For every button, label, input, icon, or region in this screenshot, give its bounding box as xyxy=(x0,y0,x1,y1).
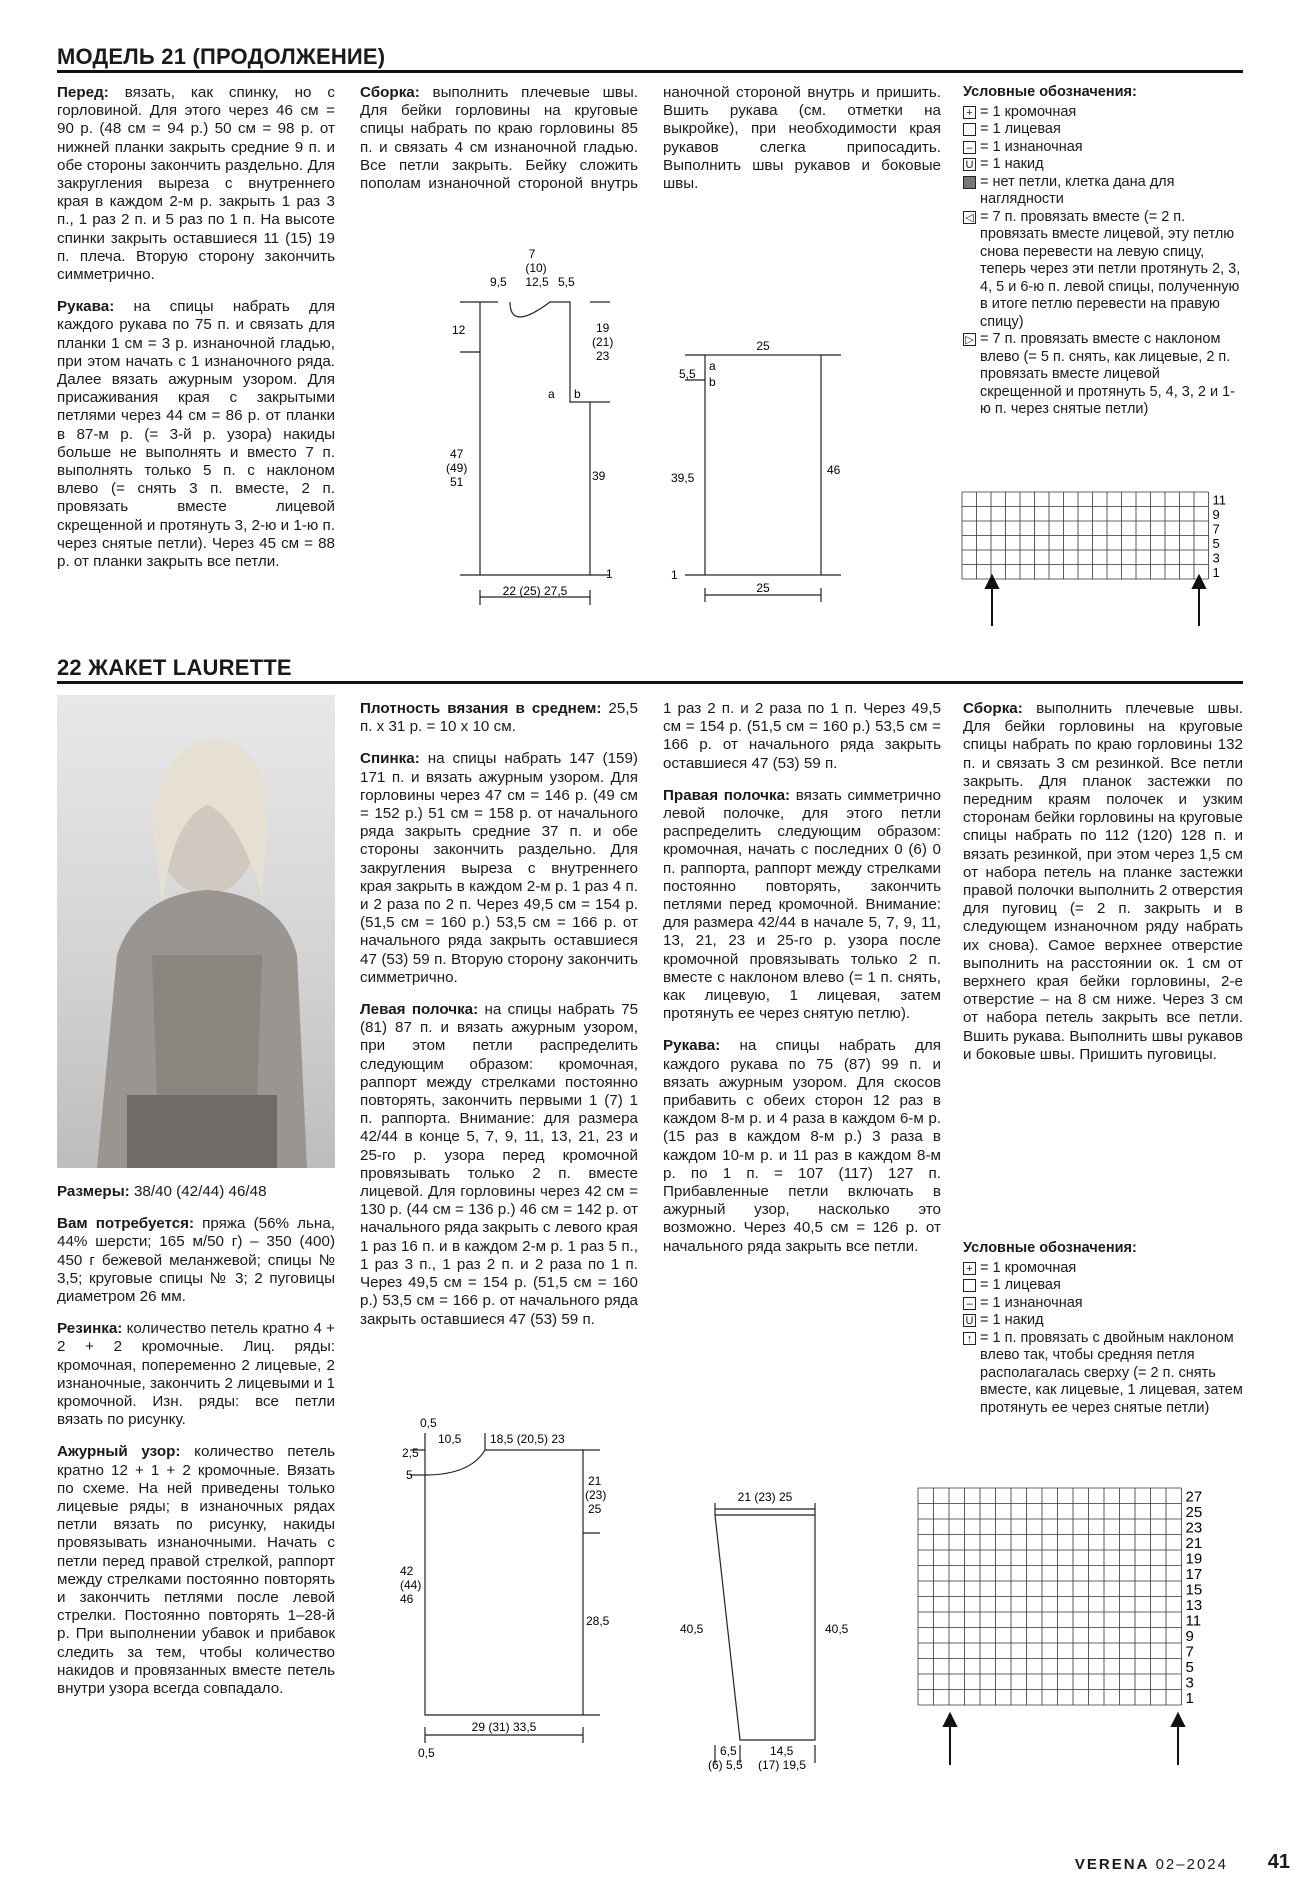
chart-row-label: 25 xyxy=(1185,1504,1203,1521)
chart22 xyxy=(910,1480,1240,1780)
dim: 39 xyxy=(592,469,606,483)
legend22-item xyxy=(963,1295,1243,1313)
legend22-text: = 1 изнаночная xyxy=(980,1294,1083,1311)
model21-col1 xyxy=(57,84,335,585)
right-front-label: Правая полочка: xyxy=(663,786,791,804)
legend21-item xyxy=(963,174,1243,209)
need-paragraph xyxy=(57,1215,335,1306)
model21-assembly-a xyxy=(360,84,638,192)
back-text: на спицы набрать 147 (159) 171 п. и вязать ажурным узором. Для горловины через 47 см = 146 р. (49 см = 152 р.) 51 см = 158 р. от начального ряда закрыть средние 37 п. и обе стороны закончить раздельно. Для закругления выреза с внутреннего края закрыть в каждом 2-м р. 1 раз 4 п. и 2 раза по 2 п. Через 49,5 см = 154 р. (51,5 см = 160 р.) 53,5 см = 166 р. от начального ряда закрыть оставшиеся 47 (53) 59 п. Вторую сторону закончить симметрично. xyxy=(360,750,638,986)
chart-row-label: 3 xyxy=(1212,550,1220,566)
model21-assembly-b xyxy=(663,84,941,193)
chart-row-label: 11 xyxy=(1185,1612,1202,1630)
legend22-text: = 1 накид xyxy=(980,1312,1044,1328)
no-stitch-icon xyxy=(963,176,976,189)
model22-col1 xyxy=(57,1183,335,1712)
dim: 0,5 xyxy=(418,1746,435,1760)
legend22-text: = 1 лицевая xyxy=(980,1277,1061,1293)
assembly21-cont: наночной стороной внутрь и пришить. Вшить рукава (см. отметки на выкройке), при необходимости края рукавов слегка припосадить. Выполнить швы рукавов и боковые швы. xyxy=(663,84,941,193)
chart-row-label: 5 xyxy=(1212,536,1220,551)
schema21-front xyxy=(440,240,620,610)
density-label: Плотность вязания в среднем: xyxy=(360,700,602,717)
dim: 22 (25) 27,5 xyxy=(502,584,568,598)
dim: 21 xyxy=(588,1474,602,1488)
left-front-paragraph xyxy=(360,1001,638,1331)
dim: 46 xyxy=(827,463,841,477)
front-label: Перед: xyxy=(57,84,109,101)
dim: 1 xyxy=(606,567,613,581)
footer-brand xyxy=(1075,1856,1228,1873)
dim: (17) 19,5 xyxy=(758,1758,807,1772)
dim: (21) xyxy=(592,335,614,349)
legend21-text: = 7 п. провязать вместе (= 2 п. провязать вместе лицевой, эту петлю снова перевести на левую спицу, теперь через эти петли протянуть 2, 3, 4, 5 и 6-ю п. левой спицы, полученную в итоге петлю перевести на правую спицу) xyxy=(980,208,1241,330)
legend21-text: = 1 лицевая xyxy=(980,121,1061,137)
legend22-title: Условные обозначения: xyxy=(963,1240,1137,1256)
sleeves-label: Рукава: xyxy=(57,298,115,316)
double-decrease-icon: ↑ xyxy=(963,1332,976,1345)
assembly21-text: выполнить плечевые швы. Для бейки горловины на круговые спицы набрать по краю горловины 85 п. и связать 4 см изнаночной гладью. Все петли закрыть. Бейку сложить пополам изнаночной стороной внутрь xyxy=(360,84,638,192)
k7tog-right-icon: ◁ xyxy=(963,211,976,224)
dim: 0,5 xyxy=(420,1416,437,1430)
dim: 18,5 (20,5) 23 xyxy=(490,1432,565,1446)
page-title: МОДЕЛЬ 21 (ПРОДОЛЖЕНИЕ) xyxy=(57,44,386,69)
rib-text: количество петель кратно 4 + 2 + 2 кромочные. Лиц. ряды: кромочная, попеременно 2 лицевые, 2 изнаночные, закончить 2 лицевыми и 1 кромочной. Изн. ряды: все петли вязать по рисунку. xyxy=(57,1320,335,1429)
schema22-back xyxy=(400,1415,630,1775)
chart-row-label: 27 xyxy=(1185,1488,1203,1506)
need-text: пряжа (56% льна, 44% шерсти; 165 м/50 г) – 350 (400) 450 г бежевой меланжевой; спицы № 3,5; круговые спицы № 3; 2 пуговицы диаметром 26 мм. xyxy=(57,1215,335,1306)
dim: 25 xyxy=(756,581,770,595)
dim: 6,5 xyxy=(720,1744,737,1758)
legend21-title: Условные обозначения: xyxy=(963,84,1137,100)
dim: b xyxy=(574,387,581,401)
right-front-paragraph xyxy=(663,787,941,1024)
yarnover-icon: U xyxy=(963,1314,976,1327)
assembly22-label: Сборка: xyxy=(963,700,1023,717)
legend21-item xyxy=(963,209,1243,332)
dim: 25 xyxy=(756,339,770,353)
purl-icon: – xyxy=(963,141,976,154)
model22-title: 22 ЖАКЕТ LAURETTE xyxy=(57,655,292,680)
dim: (10) xyxy=(525,261,547,275)
lace-paragraph xyxy=(57,1443,335,1698)
dim: (23) xyxy=(585,1488,607,1502)
sizes-label: Размеры: xyxy=(57,1183,130,1200)
legend21 xyxy=(963,84,1243,419)
dim: 7 xyxy=(528,247,536,261)
dim: 9,5 xyxy=(490,275,507,289)
lace-text: количество петель кратно 12 + 1 + 2 кромочные. Вязать по схеме. На ней приведены только лицевые ряды; в изнаночных рядах петли вязать по рисунку, накиды провязывать изнаночными. Начать с петли перед правой стрелкой, раппорт между стрелками постоянно повторять и закончить петлями после левой стрелки. Постоянно повторять 1–28-й р. При выполнении убавок и прибавок следить за тем, чтобы количество накидов и провязанных вместе петель внутри узора всегда совпадало. xyxy=(57,1443,335,1698)
brand-name: VERENA xyxy=(1074,1856,1150,1873)
dim: (6) 5,5 xyxy=(708,1758,743,1772)
model22-col3 xyxy=(663,700,941,1270)
back-paragraph xyxy=(360,750,638,987)
dim: 5,5 xyxy=(558,275,575,289)
sleeve22-label: Рукава: xyxy=(663,1037,721,1055)
legend21-item xyxy=(963,121,1243,139)
legend21-item xyxy=(963,104,1243,122)
legend21-text: = 1 накид xyxy=(980,156,1044,172)
legend21-text: = 1 кромочная xyxy=(980,103,1077,120)
dim: 40,5 xyxy=(825,1622,849,1636)
legend22-item xyxy=(963,1277,1243,1295)
back-label: Спинка: xyxy=(360,750,420,768)
assembly21-label: Сборка: xyxy=(360,84,420,101)
dim: b xyxy=(709,375,716,389)
dim: 25 xyxy=(588,1502,602,1516)
chart-row-label: 9 xyxy=(1185,1628,1194,1645)
legend22-text: = 1 кромочная xyxy=(980,1259,1077,1276)
left-front-text: на спицы набрать 75 (81) 87 п. и вязать ажурным узором, при этом петли распределить следующим образом: кромочная, раппорт между стрелками постоянно повторять, закончить первыми 1 (7) 1 п. раппорта. Внимание: для размера 42/44 в конце 5, 7, 9, 11, 13, 21, 23 и 25-го р. узора перед кромочной провязывать только 2 п. вместе лицевой. Для горловины через 42 см = 130 р. (44 см = 136 р.) 46 см = 142 р. от начального ряда закрыть с левого края 1 раз 16 п. и в каждом 2-м р. 1 раз 5 п., 1 раз 3 п., 1 раз 2 п. и 2 раза по 1 п. Через 49,5 см = 154 р. (51,5 см = 160 р.) 53,5 см = 166 р. от начального ряда закрыть оставшиеся 47 (53) 59 п. xyxy=(360,1001,638,1328)
dim: (44) xyxy=(400,1578,422,1592)
sleeves-text: на спицы набрать для каждого рукава по 75 п. и связать для планки 1 см = 3 р. изнаночной гладью, при этом начать с 1 изнаночного ряда. Далее вязать ажурным узором. Для присаживания края с закрытыми петлями через 44 см = 86 р. от планки в 87-м р. (= 3-й р. узора) накиды больше не выполнять и вместо 7 п. выполнять только 5 п. с наклоном влево (= снять 3 п. вместе, 2 п. провязать вместе лицевой скрещенной и протянуть 3, 2-ю и 1-ю п. через снятые петли). Через 45 см = 88 р. от планки закрыть все петли. xyxy=(57,298,335,571)
left-front-label: Левая полочка: xyxy=(360,1001,479,1019)
chart-row-label: 3 xyxy=(1185,1674,1194,1692)
schema22-sleeve xyxy=(680,1485,860,1775)
density-paragraph xyxy=(360,700,638,736)
dim: (49) xyxy=(446,461,468,475)
legend21-item xyxy=(963,331,1243,419)
dim: 46 xyxy=(400,1592,414,1606)
legend22-item xyxy=(963,1330,1243,1418)
dim: 2,5 xyxy=(402,1446,419,1460)
model-photo xyxy=(57,695,335,1168)
schema21-sleeve xyxy=(665,330,865,610)
legend22-text: = 1 п. провязать с двойным наклоном влево так, чтобы средняя петля располагалась сверху (= 2 п. снять вместе, как лицевые, 1 лицевая, затем протянуть ее через снятые петли) xyxy=(980,1329,1243,1416)
chart-row-label: 19 xyxy=(1185,1550,1203,1568)
dim: 21 (23) 25 xyxy=(737,1490,793,1504)
dim: 5 xyxy=(406,1468,413,1482)
dim: 39,5 xyxy=(671,471,695,485)
chart-row-label: 15 xyxy=(1185,1581,1203,1599)
dim: 12 xyxy=(452,323,466,337)
dim: 51 xyxy=(450,475,464,489)
section-rule xyxy=(57,681,1243,684)
sizes-text: 38/40 (42/44) 46/48 xyxy=(129,1183,267,1200)
assembly22-text: выполнить плечевые швы. Для бейки горловины на круговые спицы набрать по краю горловины 132 п. и связать 3 см резинкой. Все петли закрыть. Для планок застежки по передним краям полочек и узким сторонам бейки горловины на круговые спицы набрать по 112 (120) 128 п. и вязать резинкой, при этом через 1,5 см от набора петель на планке застежки правой полочки выполнить 2 отверстия для пуговиц (= 2 п. закрыть и в следующем изнаночном ряду набрать их снова). Самое верхнее отверстие выполнить на расстоянии ок. 1 см от верхнего края бейки горловины, 2-е отверстие – на 8 см ниже. Через 3 см от набора петель закрыть все петли. Вшить рукава. Выполнить швы рукавов и боковые швы. Пришить пуговицы. xyxy=(963,700,1243,1063)
legend21-text: = 1 изнаночная xyxy=(980,138,1083,155)
chart-row-label: 17 xyxy=(1185,1566,1203,1583)
sizes-paragraph xyxy=(57,1183,335,1201)
rib-label: Резинка: xyxy=(57,1320,123,1338)
dim: 28,5 xyxy=(586,1614,610,1628)
dim: a xyxy=(709,359,716,373)
chart-row-label: 1 xyxy=(1212,565,1220,580)
selvage-icon: + xyxy=(963,1262,976,1275)
dim: 23 xyxy=(596,349,610,363)
legend21-text: = 7 п. провязать вместе с наклоном влево (= 5 п. снять, как лицевые, 2 п. провязать вместе лицевой скрещенной и протянуть 5, 4, 3, 2 и 1-ю п. через снятые петли) xyxy=(980,331,1236,417)
sleeve22-text: на спицы набрать для каждого рукава по 75 (87) 99 п. и вязать ажурным узором. Для скосов прибавить с обеих сторон 12 раз в каждом 8-м р. и 4 раза в каждом 6-м р. (15 раз в каждом 8-м р.) 3 раза в каждом 10-м р. и 11 раз в каждом 8-м р. по 1 п. = 107 (117) 127 п. Прибавленные петли включать в ажурный узор, насколько это возможно. Через 40,5 см = 126 р. от начального ряда закрыть все петли. xyxy=(663,1037,941,1255)
purl-icon: – xyxy=(963,1297,976,1310)
knit-icon xyxy=(963,123,976,136)
dim: 1 xyxy=(671,568,678,582)
rib-paragraph xyxy=(57,1320,335,1429)
model22-col2 xyxy=(360,700,638,1345)
chart-row-label: 23 xyxy=(1185,1519,1203,1537)
front-paragraph xyxy=(57,84,335,284)
dim: a xyxy=(548,387,555,401)
legend21-item xyxy=(963,156,1243,174)
chart-row-label: 9 xyxy=(1212,507,1220,522)
chart21 xyxy=(958,488,1240,628)
issue: 02–2024 xyxy=(1155,1856,1228,1873)
right-front-text: вязать симметрично левой полочке, для этого петли распределить следующим образом: кромочная, начать с последних 0 (6) 0 п. раппорта, раппорт между стрелками постоянно повторять, закончить петлями перед кромочной. Внимание: для размера 42/44 в начале 5, 7, 9, 11, 13, 21, 23 и 25-го р. узора после кромочной провязывать только 2 п. вместе с наклоном влево (= 1 п. снять, как лицевую, 1 лицевая, затем протянуть ее через снятую петлю). xyxy=(663,786,941,1023)
chart-row-label: 7 xyxy=(1185,1643,1194,1661)
legend22 xyxy=(963,1240,1243,1417)
dim: 47 xyxy=(450,447,464,461)
legend22-item xyxy=(963,1312,1243,1330)
lace-label: Ажурный узор: xyxy=(57,1443,181,1461)
legend21-item xyxy=(963,139,1243,157)
chart-row-label: 11 xyxy=(1212,492,1226,508)
legend21-text: = нет петли, клетка дана для наглядности xyxy=(980,173,1175,207)
sleeve22-paragraph xyxy=(663,1037,941,1255)
sleeves-paragraph xyxy=(57,298,335,571)
knit-icon xyxy=(963,1279,976,1292)
yarnover-icon: U xyxy=(963,158,976,171)
chart-row-label: 21 xyxy=(1185,1535,1203,1552)
legend22-item xyxy=(963,1260,1243,1278)
left-front-cont: 1 раз 2 п. и 2 раза по 1 п. Через 49,5 см = 154 р. (51,5 см = 160 р.) 53,5 см = 166 р. от начального ряда закрыть оставшиеся 47 (53) 59 п. xyxy=(663,700,941,772)
dim: 12,5 xyxy=(525,275,549,289)
dim: 29 (31) 33,5 xyxy=(471,1720,537,1734)
k7tog-left-icon: ▷ xyxy=(963,333,976,346)
model-photo-illustration xyxy=(57,695,335,1168)
assembly22-paragraph xyxy=(963,700,1243,1064)
chart-row-label: 13 xyxy=(1185,1597,1203,1614)
dim: 40,5 xyxy=(680,1622,704,1636)
header-rule xyxy=(57,70,1243,73)
selvage-icon: + xyxy=(963,106,976,119)
front-text: вязать, как спинку, но с горловиной. Для этого через 46 см = 90 р. (48 см = 94 р.) 50 см = 98 р. от нижней планки закрыть средние 9 п. и обе стороны закончить раздельно. Для закругления выреза с внутреннего края в каждом 2-м р. закрыть 1 раз 3 п., 1 раз 2 п. и 5 раз по 1 п. На высоте спинки закрыть оставшиеся 11 (15) 19 п. плеча. Вторую сторону закончить симметрично. xyxy=(57,84,335,284)
need-label: Вам потребуется: xyxy=(57,1215,195,1233)
dim: 10,5 xyxy=(438,1432,462,1446)
model22-col4 xyxy=(963,700,1243,1078)
page-number: 41 xyxy=(1267,1851,1290,1873)
chart-row-label: 5 xyxy=(1185,1659,1194,1676)
chart-row-label: 7 xyxy=(1212,521,1220,537)
dim: 14,5 xyxy=(770,1744,794,1758)
dim: 19 xyxy=(596,321,610,335)
dim: 42 xyxy=(400,1564,414,1578)
chart-row-label: 1 xyxy=(1185,1690,1194,1707)
dim: 5,5 xyxy=(679,367,696,381)
density-text: 25,5 п. х 31 р. = 10 х 10 см. xyxy=(360,700,638,736)
